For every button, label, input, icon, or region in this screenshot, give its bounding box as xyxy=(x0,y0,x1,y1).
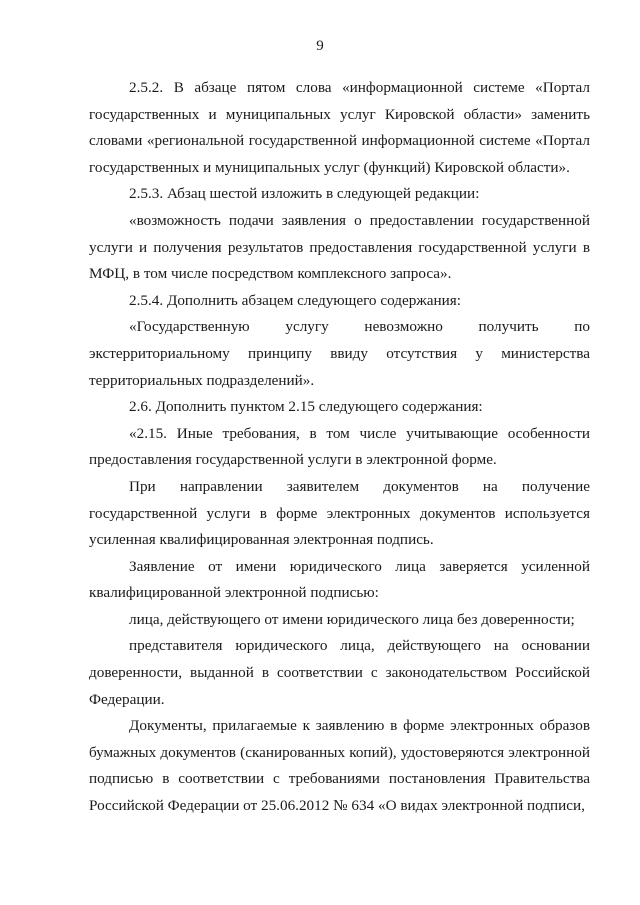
paragraph-without-power-of-attorney: лица, действующего от имени юридического лица без доверенности; xyxy=(129,610,575,628)
paragraph-2-15: «2.15. Иные требования, в том числе учитывающие особенности предоставления государственной услуги в электронной форме. xyxy=(89,424,590,469)
paragraph-quote-extraterritorial: «Государственную услугу невозможно получить по экстерриториальному принципу ввиду отсутствия у министерства территориальных подразделений». xyxy=(89,318,590,389)
paragraph-2-5-4: 2.5.4. Дополнить абзацем следующего содержания: xyxy=(129,291,461,309)
paragraph-2-6: 2.6. Дополнить пунктом 2.15 следующего содержания: xyxy=(129,398,483,416)
paragraph-attached-documents: Документы, прилагаемые к заявлению в форме электронных образов бумажных документов (сканированных копий), удостоверяются электронной подписью в соответствии с требованиями постановления Правительства Российской Федерации от 25.06.2012 № 634 «О видах электронной подписи, xyxy=(89,717,590,815)
page-number: 9 xyxy=(316,38,324,54)
paragraph-quote-possibility: «возможность подачи заявления о предоставлении государственной услуги и получения результатов предоставления государственной услуги в МФЦ, в том числе посредством комплексного запроса». xyxy=(89,211,590,283)
paragraph-electronic-signature: При направлении заявителем документов на получение государственной услуги в форме электронных документов используется усиленная квалифицированная электронная подпись. xyxy=(89,477,590,549)
paragraph-2-5-2: 2.5.2. В абзаце пятом слова «информационной системе «Портал государственных и муниципальных услуг Кировской области» заменить словами «региональной государственной информационной системе «Портал государственных и муниципальных услуг (функций) Кировской области». xyxy=(89,79,590,176)
paragraph-legal-entity-statement: Заявление от имени юридического лица заверяется усиленной квалифицированной электронной подписью: xyxy=(89,557,590,602)
paragraph-2-5-3: 2.5.3. Абзац шестой изложить в следующей редакции: xyxy=(129,185,480,203)
document-body xyxy=(89,75,590,820)
paragraph-representative: представителя юридического лица, действующего на основании доверенности, выданной в соответствии с законодательством Российской Федерации. xyxy=(89,637,590,708)
